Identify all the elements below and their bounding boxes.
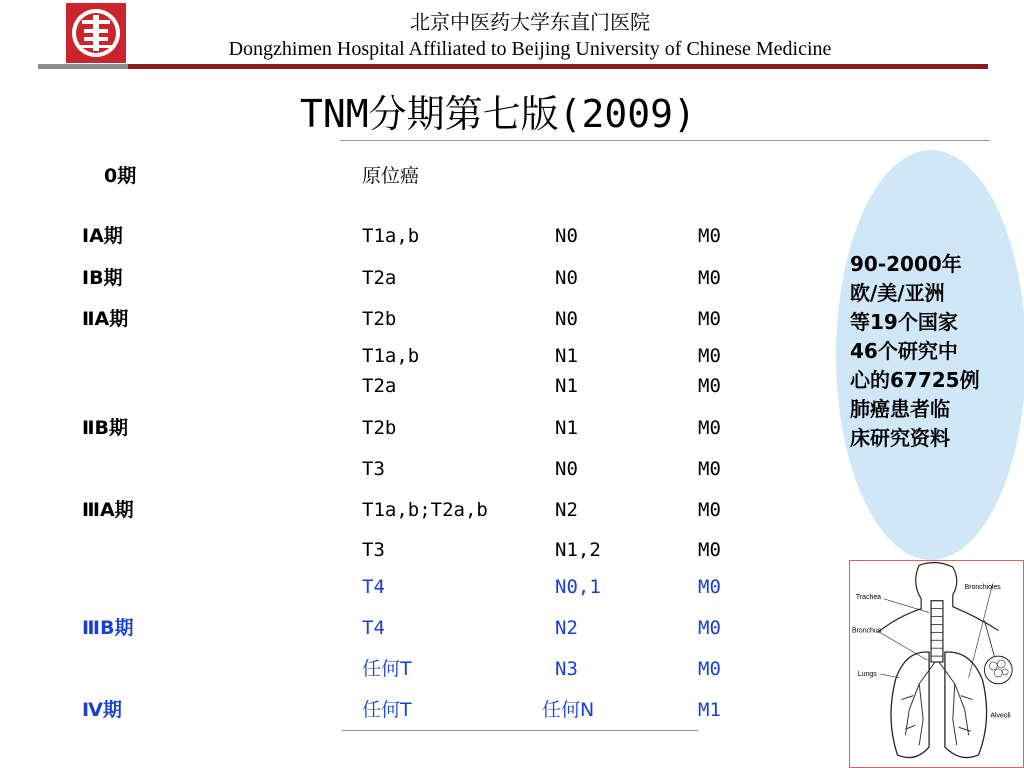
n-cell: 任何N [542,699,595,721]
t-cell: T1a,b [362,345,420,367]
m-cell: M0 [698,345,721,367]
m-cell: M0 [698,267,721,289]
t-cell: 原位癌 [362,165,420,187]
n-cell: N0,1 [555,576,601,598]
t-cell: T4 [362,617,385,639]
label-alveoli: Alveoli [990,712,1011,720]
header-divider-red [128,64,988,69]
t-cell: T2a [362,375,397,397]
t-cell: 任何T [362,699,412,721]
n-cell: N0 [555,308,578,330]
n-cell: N1,2 [555,539,601,561]
label-bronchioles: Bronchioles [964,583,1001,591]
m-cell: M1 [698,699,721,721]
m-cell: M0 [698,617,721,639]
t-cell: T2b [362,417,397,439]
m-cell: M0 [698,576,721,598]
t-cell: T1a,b [362,225,420,247]
note-line: 欧/美/亚洲 [850,281,945,305]
stage-cell: ⅠB期 [82,267,123,289]
t-cell: T3 [362,458,385,480]
stage-cell: Ⅳ期 [82,699,122,721]
table-bottom-rule [342,730,698,731]
m-cell: M0 [698,499,721,521]
hospital-logo-icon [66,3,126,63]
label-lungs: Lungs [857,670,877,678]
title-divider [340,140,990,141]
label-bronchus: Bronchus [851,627,882,635]
n-cell: N2 [555,617,578,639]
n-cell: N1 [555,345,578,367]
m-cell: M0 [698,658,721,680]
stage-cell: ⅡA期 [82,308,129,330]
m-cell: M0 [698,225,721,247]
n-cell: N2 [555,499,578,521]
stage-cell: ⅢB期 [82,617,134,639]
stage-cell: 0期 [104,165,137,187]
n-cell: N1 [555,417,578,439]
t-cell: T4 [362,576,385,598]
note-line: 床研究资料 [850,426,950,450]
lung-diagram-icon [850,561,1023,767]
m-cell: M0 [698,539,721,561]
n-cell: N0 [555,267,578,289]
label-trachea: Trachea [855,593,882,601]
hospital-name-chinese: 北京中医药大学东直门医院 [410,10,650,34]
hospital-name-english: Dongzhimen Hospital Affiliated to Beijing University of Chinese Medicine [228,38,832,60]
stage-cell: ⅡB期 [82,417,128,439]
n-cell: N0 [555,225,578,247]
n-cell: N0 [555,458,578,480]
stage-cell: ⅠA期 [82,225,123,247]
m-cell: M0 [698,417,721,439]
note-line: 等19个国家 [850,310,958,334]
note-line: 46个研究中 [850,339,958,363]
n-cell: N1 [555,375,578,397]
m-cell: M0 [698,308,721,330]
t-cell: T2b [362,308,397,330]
note-line: 肺癌患者临 [850,397,950,421]
t-cell: T2a [362,267,397,289]
stage-cell: ⅢA期 [82,499,134,521]
slide-title: TNM分期第七版(2009) [300,92,696,136]
note-line: 90-2000年 [850,252,962,276]
m-cell: M0 [698,458,721,480]
m-cell: M0 [698,375,721,397]
t-cell: T1a,b;T2a,b [362,499,488,521]
note-text [850,250,1024,453]
n-cell: N3 [555,658,578,680]
t-cell: T3 [362,539,385,561]
t-cell: 任何T [362,658,412,680]
note-line: 心的67725例 [850,368,980,392]
lung-anatomy-illustration [849,560,1024,768]
